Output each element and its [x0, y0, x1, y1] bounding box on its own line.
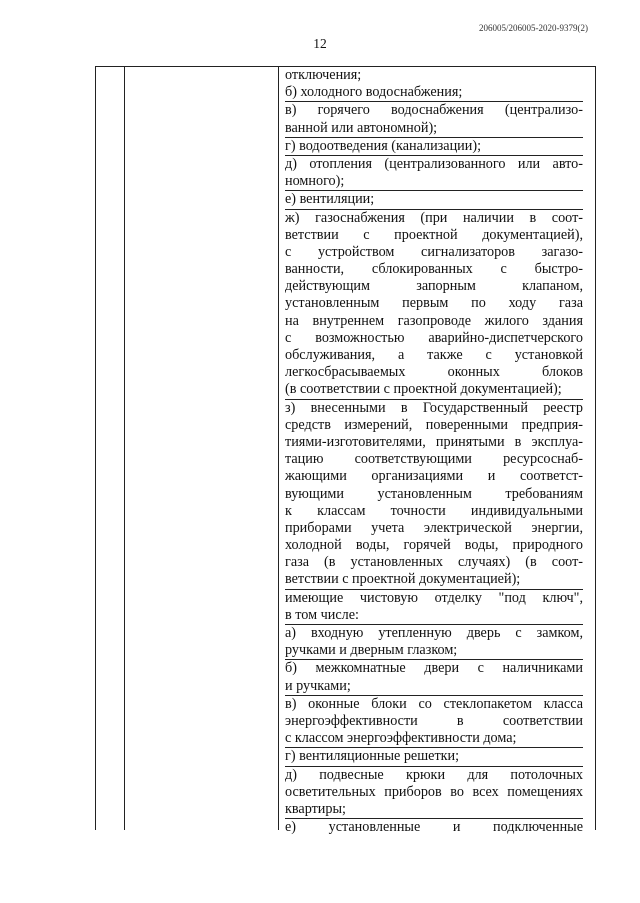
table-paragraph	[285, 819, 583, 836]
text-line: на внутреннем газопроводе жилого здания	[285, 312, 583, 329]
text-line: г) вентиляционные решетки;	[285, 748, 460, 765]
text-line: а) входную утепленную дверь с замком,	[285, 625, 583, 641]
text-line: средств измерений, поверенными предприя-	[285, 416, 583, 433]
text-line: холодной воды, горячей воды, природного	[285, 537, 583, 554]
text-line: ветствии с проектной документацией),	[285, 226, 583, 243]
text-line: б) холодного водоснабжения;	[285, 84, 463, 101]
document-id: 206005/206005-2020-9379(2)	[479, 23, 588, 33]
table-paragraph	[285, 138, 583, 156]
text-line: в том числе:	[285, 606, 359, 623]
table-paragraph	[285, 400, 583, 590]
table-paragraph	[285, 191, 583, 209]
text-line: г) водоотведения (канализации);	[285, 137, 482, 154]
text-line: в) оконные блоки со стеклопакетом класса	[285, 695, 583, 712]
text-line: к классам точности индивидуальными	[285, 502, 583, 519]
table-paragraph	[285, 156, 583, 191]
table-paragraph	[285, 102, 583, 137]
content-table	[95, 66, 596, 836]
text-line: энергоэффективности в соответствии	[285, 712, 583, 729]
text-line: ванной или автономной);	[285, 119, 438, 136]
table-paragraph	[285, 625, 583, 660]
text-line: отключения;	[285, 67, 362, 83]
text-line: вующими установленным требованиям	[285, 485, 583, 502]
text-line: приборами учета электрической энергии,	[285, 519, 583, 536]
page-number: 12	[313, 36, 327, 51]
text-line: жающими организациями и соответст-	[285, 468, 583, 485]
text-line: д) подвесные крюки для потолочных	[285, 766, 583, 783]
text-line: ручками и дверным глазком;	[285, 642, 458, 659]
text-line: ванности, сблокированных с быстро-	[285, 261, 583, 278]
text-line: номного);	[285, 173, 345, 190]
text-line: обслуживания, а также с установкой	[285, 347, 583, 363]
table-paragraph	[285, 696, 583, 749]
text-line: е) вентиляции;	[285, 191, 375, 208]
text-line: с классом энергоэффективности дома;	[285, 730, 517, 747]
table-paragraph	[285, 67, 583, 102]
text-line: з) внесенными в Государственный реестр	[285, 399, 583, 416]
text-line: квартиры;	[285, 800, 346, 817]
text-line: д) отопления (централизованного или авто-	[285, 155, 583, 172]
text-line: имеющие чистовую отделку "под ключ",	[285, 589, 583, 606]
text-line: в) горячего водоснабжения (централизо-	[285, 102, 583, 119]
text-line: установленным первым по ходу газа	[285, 295, 583, 312]
table-paragraph	[285, 590, 583, 625]
text-line: ж) газоснабжения (при наличии в соот-	[285, 209, 583, 226]
text-line: действующим запорным клапаном,	[285, 278, 583, 295]
text-line: газа (в установленных случаях) (в соот-	[285, 554, 583, 571]
table-paragraph	[285, 660, 583, 695]
table-paragraph	[285, 748, 583, 766]
text-line: осветительных приборов во всех помещениях	[285, 783, 583, 800]
text-line: с возможностью аварийно-диспетчерского	[285, 329, 583, 346]
text-line: ветствии с проектной документацией);	[285, 571, 521, 588]
table-column-divider	[278, 67, 279, 830]
text-line: б) межкомнатные двери с наличниками	[285, 660, 583, 677]
table-paragraph	[285, 210, 583, 400]
text-line: тацию соответствующими ресурсоснаб-	[285, 451, 583, 468]
text-line: и ручками;	[285, 677, 351, 694]
text-line: с устройством сигнализаторов загазо-	[285, 243, 583, 260]
table-paragraph	[285, 767, 583, 820]
text-line: тиями-изготовителями, принятыми в эксплуа-	[285, 433, 583, 450]
text-line: (в соответствии с проектной документацией);	[285, 381, 562, 398]
table-text-column	[285, 67, 583, 836]
text-line: е) установленные и подключенные	[285, 819, 583, 836]
text-line: легкосбрасываемых оконных блоков	[285, 364, 583, 381]
table-column-divider	[124, 67, 125, 830]
